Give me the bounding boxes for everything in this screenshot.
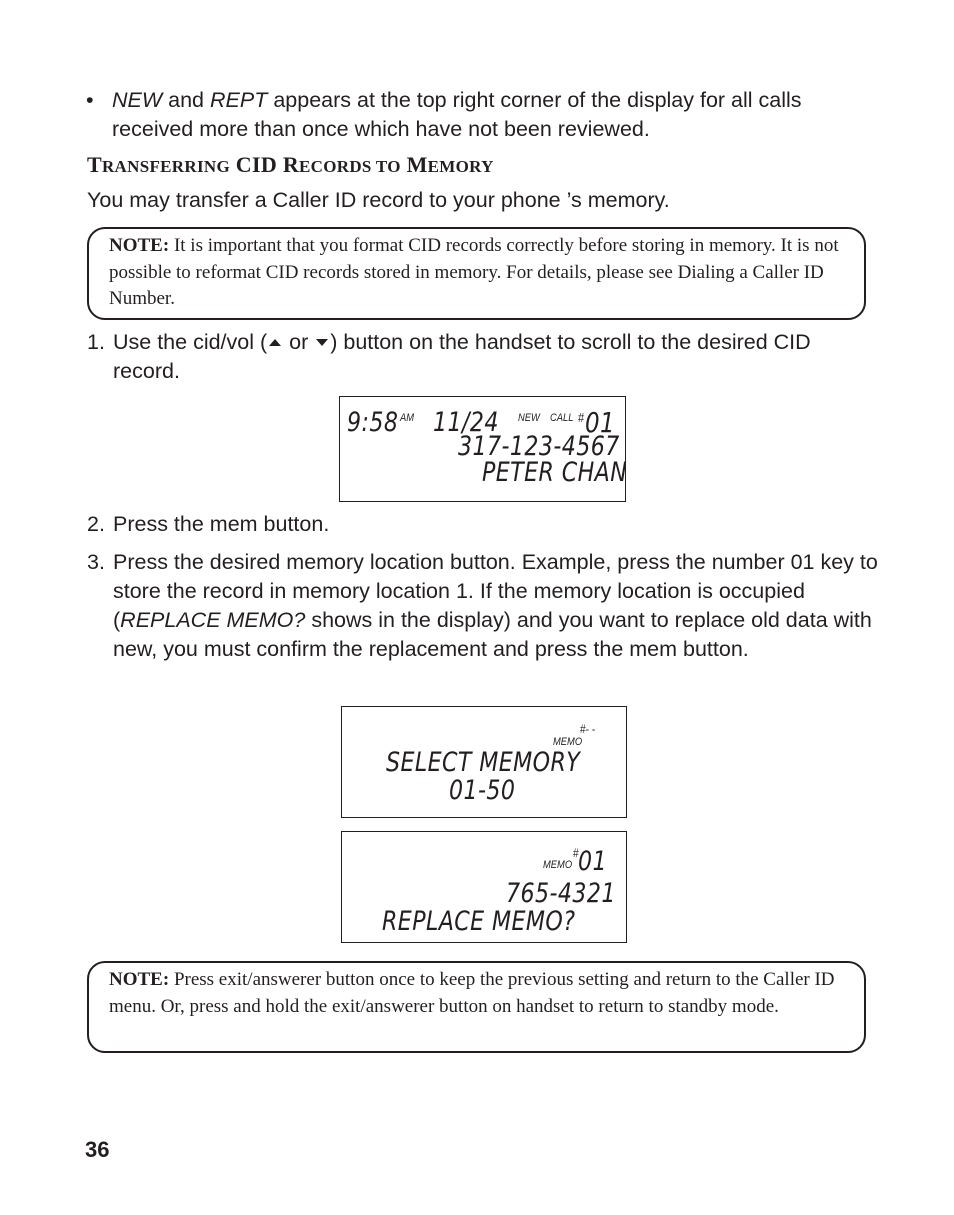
lcd-am: AM bbox=[400, 412, 415, 424]
lcd-display-select-memory bbox=[341, 706, 627, 818]
replace-memo-text: REPLACE MEMO? bbox=[120, 608, 306, 632]
bullet-rest: appears at the top right corner of the display for all calls received more than once which have not been reviewed. bbox=[112, 88, 802, 141]
note-text: Press exit/answerer button once to keep the previous setting and return to the Caller ID menu. Or, press and hold the exit/answerer button on handset to return to standby mode. bbox=[109, 969, 835, 1017]
step-text: Press the mem button. bbox=[113, 512, 330, 536]
lcd-memo-label: MEMO bbox=[543, 859, 573, 871]
step-number: 3. bbox=[87, 550, 105, 574]
section-title: TRANSFERRING CID RECORDS TO MEMORY bbox=[87, 152, 494, 177]
lcd-select-memory: SELECT MEMORY bbox=[386, 747, 581, 778]
step-number: 1. bbox=[87, 330, 105, 354]
lcd-date: 11/24 bbox=[433, 407, 499, 438]
lcd-phone: 765-4321 bbox=[506, 878, 616, 909]
section-intro: You may transfer a Caller ID record to your phone ’s memory. bbox=[87, 188, 670, 212]
lcd-time: 9:58 bbox=[347, 407, 399, 438]
lcd-replace-memo: REPLACE MEMO? bbox=[382, 906, 576, 937]
note-label: NOTE: bbox=[109, 235, 170, 256]
new-label: NEW bbox=[112, 88, 163, 112]
page-number: 36 bbox=[85, 1137, 110, 1162]
bullet-dot: • bbox=[86, 88, 94, 112]
note-box bbox=[87, 961, 866, 1053]
lcd-memo-hash: #- - bbox=[580, 722, 596, 736]
lcd-memo-number: 01 bbox=[578, 846, 607, 877]
lcd-phone: 317-123-4567 bbox=[458, 431, 620, 462]
lcd-call: CALL bbox=[550, 412, 574, 424]
lcd-hash: # bbox=[578, 410, 585, 425]
rept-label: REPT bbox=[210, 88, 268, 112]
bullet-and: and bbox=[162, 88, 210, 112]
step-number: 2. bbox=[87, 512, 105, 536]
note-text: It is important that you format CID records correctly before storing in memory. It is not possible to reformat CID records stored in memory. For details, please see Dialing a Caller ID Number. bbox=[109, 235, 839, 309]
bullet-text bbox=[112, 86, 872, 144]
lcd-hash: # bbox=[573, 846, 579, 860]
lcd-display-replace-memo bbox=[341, 831, 627, 943]
step-text: Use the cid/vol ( or ) button on the handset to scroll to the desired CID record. bbox=[113, 330, 811, 383]
lcd-new: NEW bbox=[518, 412, 540, 424]
lcd-memory-range: 01-50 bbox=[449, 775, 516, 806]
up-arrow-icon bbox=[269, 339, 281, 346]
lcd-display-cid-record bbox=[339, 396, 626, 502]
lcd-name: PETER CHAN bbox=[482, 457, 628, 488]
lcd-call-number: 01 bbox=[585, 406, 616, 439]
note-label: NOTE: bbox=[109, 969, 170, 990]
note-box bbox=[87, 227, 866, 320]
lcd-memo-label: MEMO bbox=[553, 736, 583, 748]
down-arrow-icon bbox=[316, 339, 328, 346]
step-text: Press the desired memory location button. Example, press the number 01 key to store the record in memory location 1. If the memory location is occupied (REPLACE MEMO? shows in the display) and you want to replace old data with new, you must confirm the replacement and press the mem button. bbox=[113, 550, 878, 661]
